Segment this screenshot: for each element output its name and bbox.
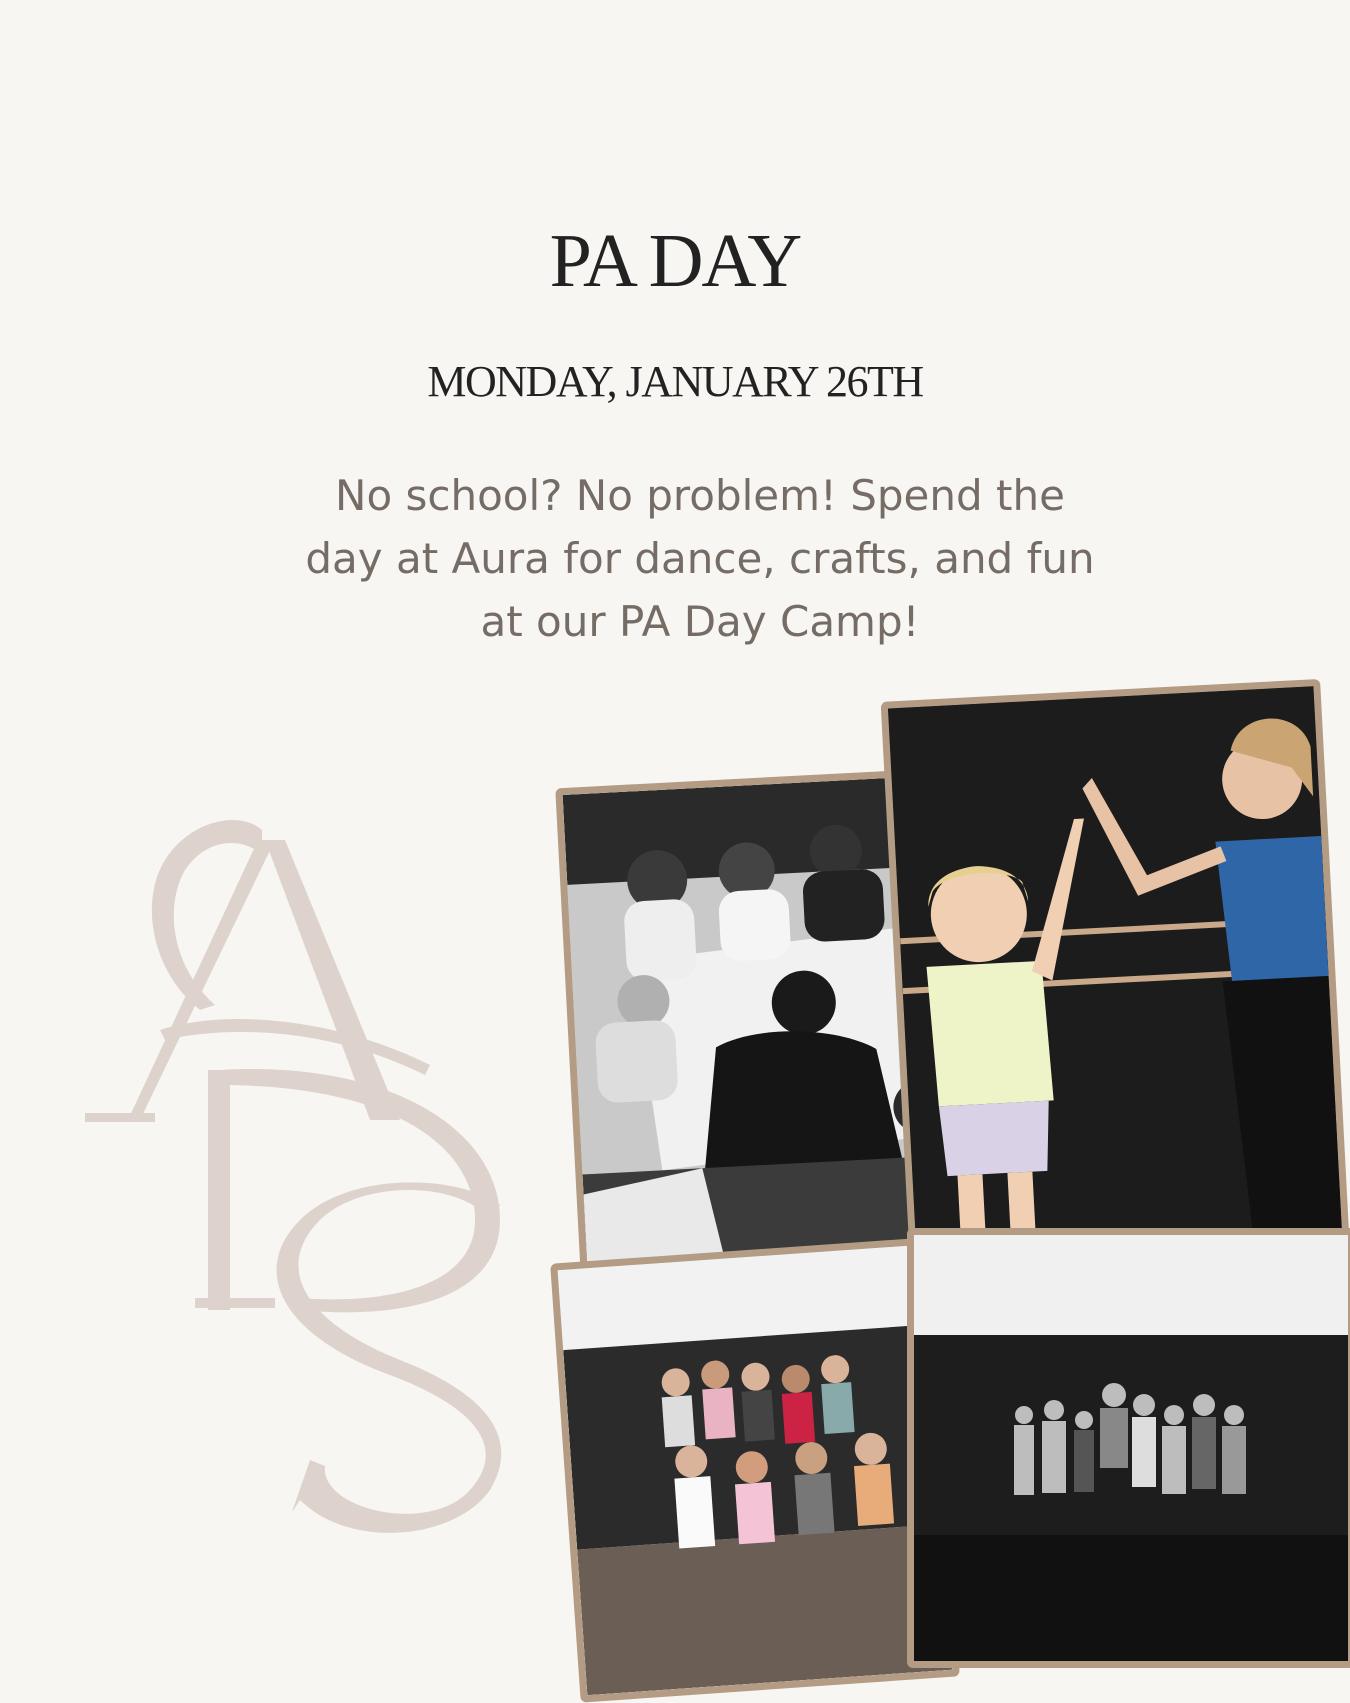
event-date: MONDAY, JANUARY 26TH bbox=[427, 357, 923, 406]
high-five-photo bbox=[881, 679, 1350, 1301]
dance-class-photo bbox=[550, 1237, 960, 1702]
group-photo bbox=[907, 1228, 1350, 1668]
page-title: PA DAY bbox=[549, 219, 801, 303]
event-description: No school? No problem! Spend the day at Aura for dance, crafts, and fun at our PA Day Camp! bbox=[305, 471, 1095, 646]
ads-monogram-logo bbox=[70, 800, 570, 1600]
